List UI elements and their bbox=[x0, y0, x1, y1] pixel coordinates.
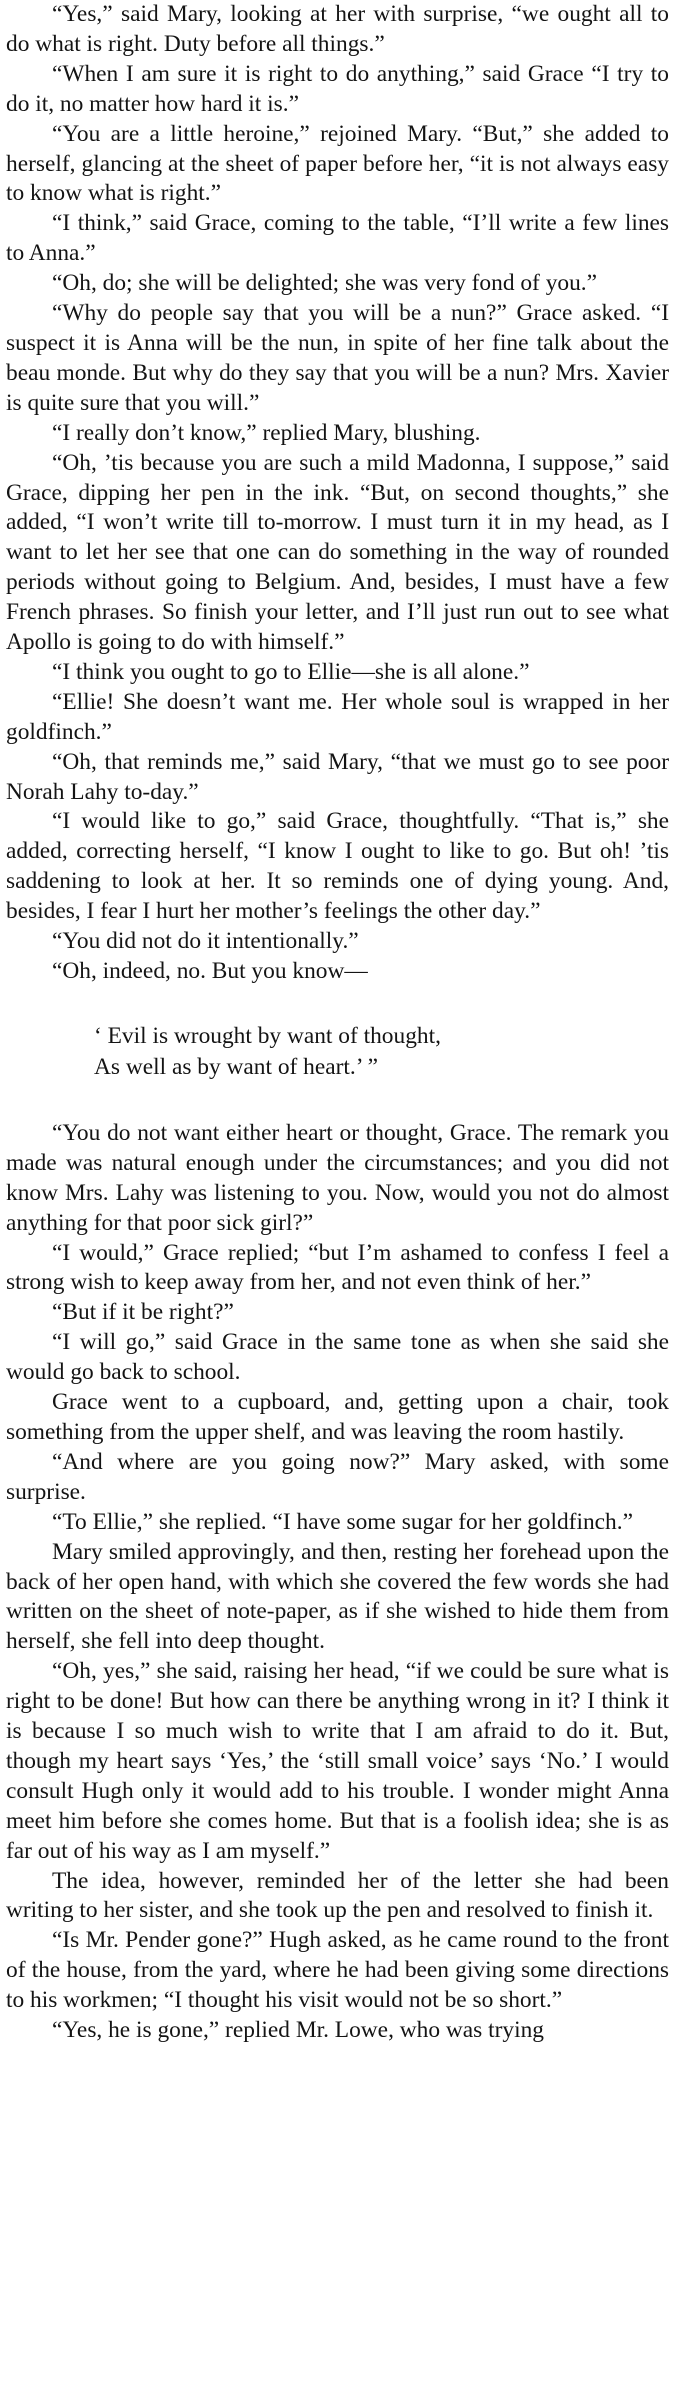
paragraph: “Oh, that reminds me,” said Mary, “that we must go to see poor Norah Lahy to-day.” bbox=[6, 748, 669, 805]
verse-line: As well as by want of heart.’ ” bbox=[94, 1053, 379, 1080]
text-block-before-verse bbox=[6, 0, 669, 987]
paragraph: Mary smiled approvingly, and then, resting her forehead upon the back of her open hand, with which she covered the few words she had written on the sheet of note-paper, as if she wished to hide them from herself, she fell into deep thought. bbox=[6, 1538, 669, 1655]
paragraph: “Oh, ’tis because you are such a mild Madonna, I suppose,” said Grace, dipping her pen in the ink. “But, on second thoughts,” she added, “I won’t write till to-morrow. I must turn it in my head, as I want to let her see that one can do something in the way of rounded periods without going to Belgium. And, besides, I must have a few French phrases. So finish your letter, and I’ll just run out to see what Apollo is going to do with himself.” bbox=[6, 449, 669, 656]
text-block-after-verse bbox=[6, 1119, 669, 2046]
paragraph: “Ellie! She doesn’t want me. Her whole soul is wrapped in her goldfinch.” bbox=[6, 688, 669, 745]
paragraph: “Oh, do; she will be delighted; she was very fond of you.” bbox=[52, 270, 598, 297]
paragraph: “Why do people say that you will be a nun?” Grace asked. “I suspect it is Anna will be the nun, in spite of her fine talk about the beau monde. But why do they say that you will be a nun? Mrs. Xavier is quite sure that you will.” bbox=[6, 300, 669, 416]
verse-line: ‘ Evil is wrought by want of thought, bbox=[94, 1022, 441, 1049]
paragraph: “You are a little heroine,” rejoined Mary. “But,” she added to herself, glancing at the sheet of paper before her, “it is not always easy to know what is right.” bbox=[6, 120, 669, 207]
paragraph: “I would like to go,” said Grace, thoughtfully. “That is,” she added, correcting herself, “I know I ought to like to go. But oh! ’tis saddening to look at her. It so reminds one of dying young. And, besides, I fear I hurt her mother’s feelings the other day.” bbox=[6, 808, 669, 925]
paragraph: “I would,” Grace replied; “but I’m ashamed to confess I feel a strong wish to keep away from her, and not even think of her.” bbox=[6, 1239, 669, 1296]
paragraph: Grace went to a cupboard, and, getting upon a chair, took something from the upper shelf, and was leaving the room hastily. bbox=[6, 1389, 669, 1445]
paragraph: “Is Mr. Pender gone?” Hugh asked, as he came round to the front of the house, from the yard, where he had been giving some directions to his workmen; “I thought his visit would not be so short.” bbox=[6, 1927, 669, 2014]
paragraph: “I think you ought to go to Ellie—she is all alone.” bbox=[52, 658, 530, 685]
paragraph: “When I am sure it is right to do anything,” said Grace “I try to do it, no matter how hard it is.” bbox=[6, 60, 669, 117]
paragraph: “And where are you going now?” Mary asked, with some surprise. bbox=[6, 1448, 669, 1505]
paragraph: “To Ellie,” she replied. “I have some sugar for her goldfinch.” bbox=[52, 1508, 633, 1535]
paragraph: “Yes, he is gone,” replied Mr. Lowe, who was trying bbox=[52, 2017, 544, 2044]
verse-quotation bbox=[6, 1021, 669, 1083]
paragraph: “I really don’t know,” replied Mary, blushing. bbox=[52, 419, 481, 446]
paragraph: The idea, however, reminded her of the letter she had been writing to her sister, and she took up the pen and resolved to finish it. bbox=[6, 1867, 669, 1924]
paragraph: “You do not want either heart or thought, Grace. The remark you made was natural enough under the circumstances; and you did not know Mrs. Lahy was listening to you. Now, would you not do almost anything for that poor sick girl?” bbox=[6, 1119, 669, 1236]
paragraph: “But if it be right?” bbox=[52, 1299, 234, 1326]
paragraph: “Oh, indeed, no. But you know— bbox=[52, 958, 368, 984]
paragraph: “Yes,” said Mary, looking at her with surprise, “we ought all to do what is right. Duty before all things.” bbox=[6, 1, 669, 57]
paragraph: “Oh, yes,” she said, raising her head, “if we could be sure what is right to be done! But how can there be anything wrong in it? I think it is because I so much wish to write that I am afraid to do it. But, though my heart says ‘Yes,’ the ‘still small voice’ says ‘No.’ I would consult Hugh only it would add to his trouble. I wonder might Anna meet him before she comes home. But that is a foolish idea; she is as far out of his way as I am myself.” bbox=[6, 1658, 669, 1864]
paragraph: “I will go,” said Grace in the same tone as when she said she would go back to school. bbox=[6, 1329, 669, 1386]
paragraph: “I think,” said Grace, coming to the table, “I’ll write a few lines to Anna.” bbox=[6, 210, 669, 267]
paragraph: “You did not do it intentionally.” bbox=[52, 928, 359, 955]
